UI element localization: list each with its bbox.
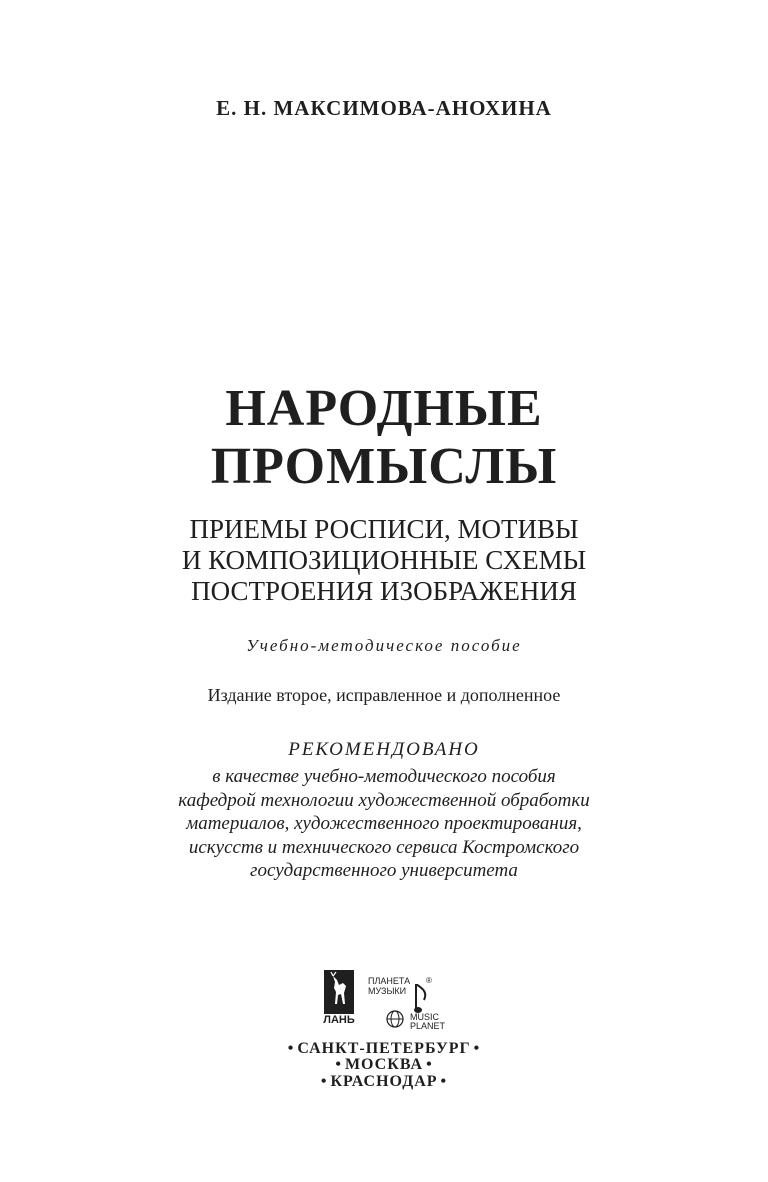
document-type: Учебно-методическое пособие <box>246 636 522 655</box>
music-logo-line-4: PLANET <box>410 1021 446 1031</box>
lan-logo-text: ЛАНЬ <box>323 1014 355 1026</box>
title-line-2: ПРОМЫСЛЫ <box>210 438 558 495</box>
bullet-separator: • <box>426 1056 433 1073</box>
recommendation-line-1: в качестве учебно-методического пособия <box>212 766 556 787</box>
book-title <box>0 380 768 496</box>
music-logo-line-1: ПЛАНЕТА <box>368 976 411 986</box>
bullet-separator: • <box>287 1040 295 1057</box>
recommendation-line-4: искусств и технического сервиса Костромского <box>188 836 580 858</box>
registered-mark: ® <box>426 976 432 985</box>
city-line-3 <box>0 1073 768 1091</box>
recommendation-line-5: государственного университета <box>250 860 518 881</box>
planeta-muzyki-logo <box>366 970 446 1032</box>
bullet-separator: • <box>440 1073 448 1090</box>
music-logo-line-3: MUSIC <box>410 1012 439 1022</box>
recommendation-text <box>0 765 768 883</box>
bullet-separator: • <box>473 1040 481 1057</box>
city-krasnodar: КРАСНОДАР <box>330 1073 438 1090</box>
recommendation-heading: РЕКОМЕНДОВАНО <box>288 739 480 760</box>
subtitle-line-3: ПОСТРОЕНИЯ ИЗОБРАЖЕНИЯ <box>191 576 577 606</box>
city-saint-petersburg: САНКТ-ПЕТЕРБУРГ <box>297 1040 471 1057</box>
subtitle-line-1: ПРИЕМЫ РОСПИСИ, МОТИВЫ <box>189 514 579 544</box>
bullet-separator: • <box>320 1073 328 1090</box>
music-note-icon <box>414 984 430 1014</box>
title-line-1: НАРОДНЫЕ <box>225 380 543 437</box>
deer-icon <box>324 970 354 1014</box>
music-logo-line-2: МУЗЫКИ <box>368 986 407 996</box>
city-line-2 <box>0 1056 768 1074</box>
globe-icon <box>386 1010 404 1028</box>
lan-publisher-logo <box>320 970 360 1032</box>
bullet-separator: • <box>335 1056 342 1073</box>
recommendation-line-3: материалов, художественного проектирования, <box>186 813 582 834</box>
subtitle-line-2: И КОМПОЗИЦИОННЫЕ СХЕМЫ <box>181 545 587 575</box>
edition-note: Издание второе, исправленное и дополненное <box>207 685 561 705</box>
book-subtitle <box>0 514 768 607</box>
city-moscow: МОСКВА <box>344 1056 424 1073</box>
author-name: Е. Н. МАКСИМОВА-АНОХИНА <box>216 96 552 120</box>
recommendation-line-2: кафедрой технологии художественной обработки <box>178 789 590 811</box>
